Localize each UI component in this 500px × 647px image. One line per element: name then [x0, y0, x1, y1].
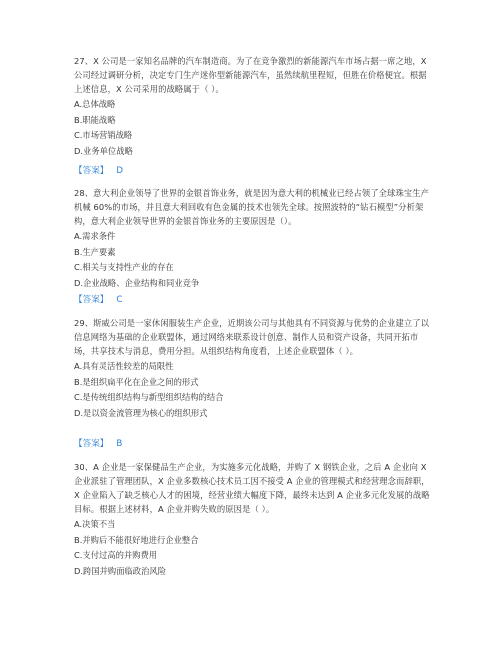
option-a: A.需求条件	[74, 231, 116, 241]
answer-value: D	[116, 166, 124, 176]
option-b: B.是组织扁平化在企业之间的形式	[74, 376, 199, 387]
question-28	[74, 186, 430, 291]
option-d: D.跨国并购面临政治风险	[74, 565, 166, 576]
answer-label: 【答案】	[74, 166, 109, 176]
option-b: B.职能战略	[74, 114, 116, 125]
option-list	[74, 229, 430, 291]
answer-27	[74, 165, 123, 177]
option-d: D.企业战略、企业结构和同业竞争	[74, 277, 200, 288]
answer-28	[74, 294, 122, 306]
question-text: 27、X 公司是一家知名品牌的汽车制造商。为了在竞争激烈的新能源汽车市场占据一席之地，X 公司经过调研分析，决定专门生产迷你型新能源汽车，虽然续航里程短，但胜在价格便宜。根据上述信息，X 公司采用的战略属于（ ）。	[74, 56, 427, 94]
question-text: 30、A 企业是一家保健品生产企业，为实施多元化战略，并购了 X 钢铁企业，之后 A 企业向 X 企业派驻了管理团队，X 企业多数核心技术员工因不接受 A 企业的管理模式和经营理念而辞职，X 企业陷入了缺乏核心人才的困境，经营业绩大幅度下降，最终未达到 A 企业多元化发展的战略目标。根据上述材料，A 企业并购失败的原因是（ ）。	[74, 462, 430, 514]
option-c: C.市场营销战略	[74, 130, 133, 140]
option-c: C.是传统组织结构与新型组织结构的结合	[74, 392, 224, 402]
answer-29	[74, 438, 122, 450]
question-text: 28、意大利企业领导了世界的金银首饰业务，就是因为意大利的机械业已经占领了全球珠宝生产机械 60%的市场，并且意大利回收有色金属的技术也领先全球。按照波特的“钻石模型”分析架构，意大利企业领导世界的金银首饰业务的主要原因是（）。	[74, 188, 430, 226]
question-text: 29、斯威公司是一家休闲服装生产企业，近期该公司与其他具有不同资源与优势的企业建立了以信息网络为基础的企业联盟体，通过网络来联系设计创意、制作人员和资产设备，共同开拓市场，共享技术与消息，费用分担。从组织结构角度看，上述企业联盟体（ ）。	[74, 318, 430, 356]
option-d: D.是以资金流管理为核心的组织形式	[74, 407, 208, 418]
answer-label: 【答案】	[74, 295, 109, 305]
option-a: A.具有灵活性较差的局限性	[74, 361, 174, 371]
question-29	[74, 316, 430, 421]
answer-value: C	[116, 295, 123, 305]
option-list	[74, 517, 430, 579]
option-list	[74, 97, 430, 159]
question-30	[74, 460, 430, 579]
answer-label: 【答案】	[74, 439, 109, 449]
option-d: D.业务单位战略	[74, 145, 133, 156]
option-b: B.并购后不能很好地进行企业整合	[74, 534, 199, 545]
option-c: C.支付过高的并购费用	[74, 550, 158, 560]
option-list	[74, 359, 430, 421]
option-a: A.决策不当	[74, 519, 116, 529]
option-c: C.相关与支持性产业的存在	[74, 262, 174, 272]
answer-value: B	[116, 439, 123, 449]
question-27	[74, 54, 430, 159]
option-a: A.总体战略	[74, 99, 116, 109]
option-b: B.生产要素	[74, 246, 116, 257]
